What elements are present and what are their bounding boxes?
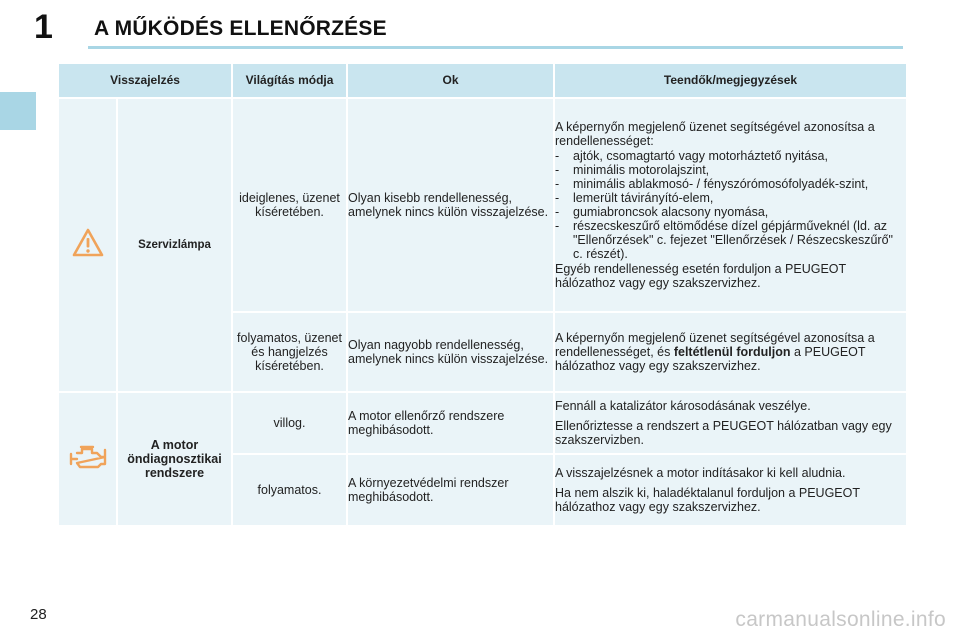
light-mode: folyamatos. [233,455,346,525]
engine-check-icon [68,442,108,472]
list-item: - lemerült távirányító-elem, [555,190,714,205]
action-outro: Egyéb rendellenesség esetén forduljon a PEUGEOT hálózathoz vagy egy szakszervizhez. [555,261,846,290]
chapter-number: 1 [34,8,53,46]
column-header-cause: Ok [348,64,553,97]
warning-triangle-icon [72,228,104,258]
action-text [555,313,906,391]
action-pre: A képernyőn megjelenő üzenet segítségével azonosítsa a rendellenességet, és [555,330,875,359]
action-paragraph: Ellenőriztesse a rendszert a PEUGEOT hálózatban vagy egy szakszervizben. [555,418,892,448]
cause-text: Olyan nagyobb rendellenesség, amelynek nincs külön visszajelzése. [348,313,553,391]
list-item: - minimális motorolajszint, [555,162,710,177]
engine-warning-icon-cell [59,393,116,525]
action-text [555,99,906,311]
table-header-row [59,64,906,97]
list-item: - ajtók, csomagtartó vagy motorháztető nyitása, [555,148,828,163]
watermark: carmanualsonline.info [735,608,946,631]
table-row [59,99,906,311]
cause-text: A környezetvédelmi rendszer meghibásodott. [348,455,553,525]
table-row [59,393,906,453]
light-mode: villog. [233,393,346,453]
action-paragraph: Ha nem alszik ki, haladéktalanul forduljon a PEUGEOT hálózathoz vagy egy szakszervizhez. [555,485,860,515]
list-item: - gumiabroncsok alacsony nyomása, [555,205,769,219]
column-header-actions: Teendők/megjegyzések [555,64,906,97]
list-item: - részecskeszűrő eltömődése dízel gépjárműveknél (ld. az "Ellenőrzések" c. fejezet "Ellenőrzések / Részecskeszűrő" c. részét). [555,219,893,262]
column-header-indicator: Visszajelzés [59,64,231,97]
action-paragraph: Fennáll a katalizátor károsodásának veszélye. [555,398,811,413]
cause-text: Olyan kisebb rendellenesség, amelynek nincs külön visszajelzése. [348,99,553,311]
action-text [555,455,906,525]
chapter-side-tab [0,92,36,130]
light-mode: ideiglenes, üzenet kíséretében. [233,99,346,311]
check-list [555,149,906,262]
list-item: - minimális ablakmosó- / fényszórómosófolyadék-szint, [555,176,869,191]
page-title: A MŰKÖDÉS ELLENŐRZÉSE [94,17,387,40]
action-intro: A képernyőn megjelenő üzenet segítségével azonosítsa a rendellenességet: [555,120,875,149]
page-number: 28 [30,606,47,623]
action-paragraph: A visszajelzésnek a motor indításakor ki kell aludnia. [555,465,846,480]
cause-text: A motor ellenőrző rendszere meghibásodott. [348,393,553,453]
service-warning-icon-cell [59,99,116,391]
action-post: a PEUGEOT hálózathoz vagy egy szakszervizhez. [555,344,866,374]
action-text [555,393,906,453]
action-emphasis: feltétlenül forduljon [673,344,791,359]
engine-system-name: A motor öndiagnosztikai rendszere [118,393,231,525]
title-rule [88,46,903,49]
service-light-name: Szervizlámpa [118,99,231,391]
warning-lights-table [57,62,908,527]
column-header-light-mode: Világítás módja [233,64,346,97]
light-mode: folyamatos, üzenet és hangjelzés kíséretében. [233,313,346,391]
